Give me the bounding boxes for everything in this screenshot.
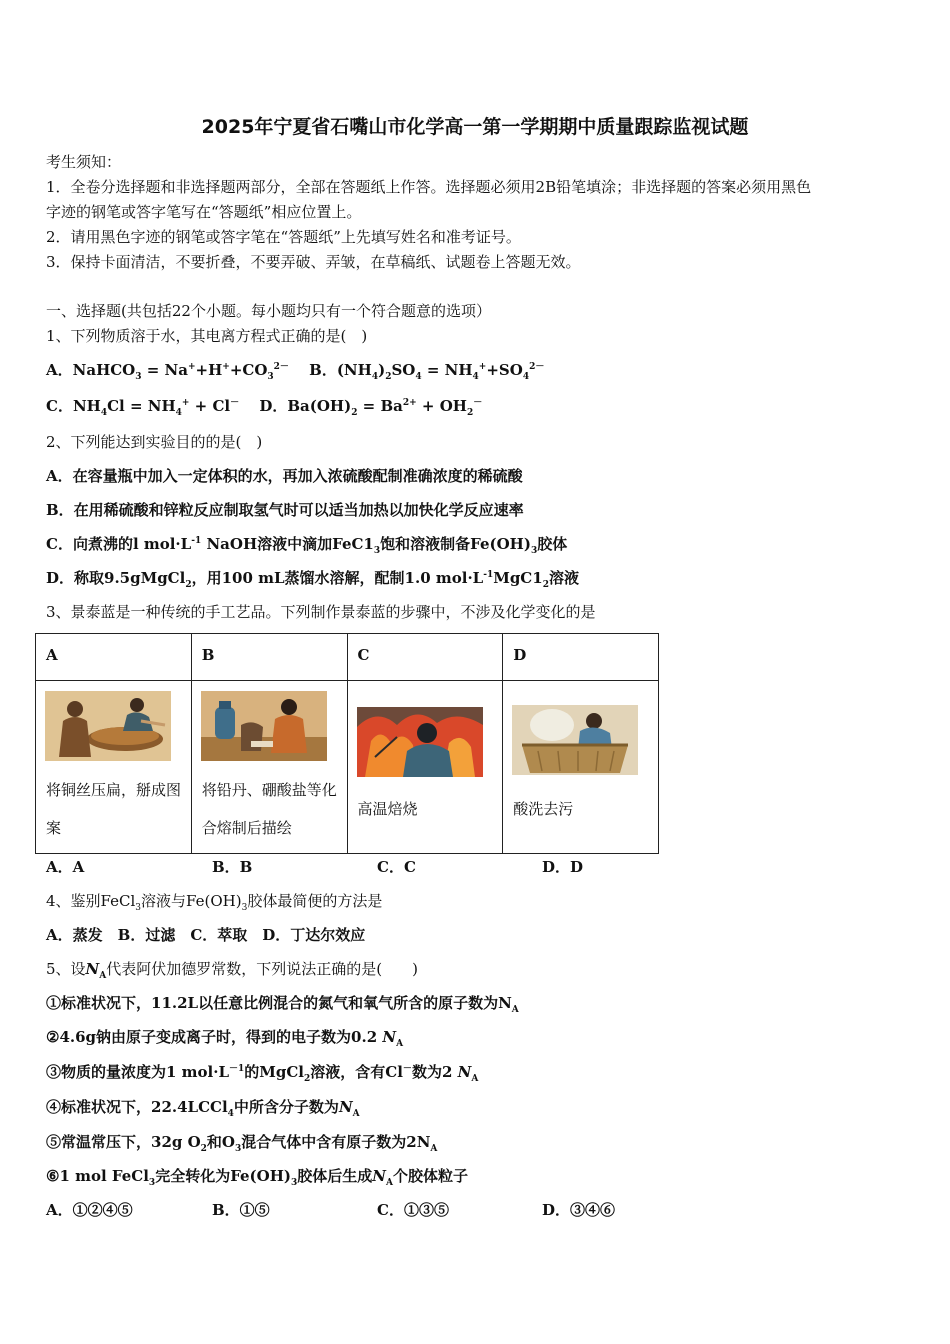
section-heading: 一、选择题(共包括22个小题。每小题均只有一个符合题意的选项）	[46, 302, 491, 320]
acid-wash-illustration	[512, 705, 638, 775]
q1-options-ab: A．NaHCO$_3$ = $Na^++H^++CO_3^{2-}$ B．$(NH_4)_2SO_4 = NH_4^++SO_4^{2-}$	[46, 361, 545, 382]
q2-option-c: C．向煮沸的l $mol\cdot L^{-1}$ NaOH溶液中滴加$FeC1_3$饱和溶液制备$Fe(OH)_3$胶体	[46, 535, 568, 556]
q3-option-d: D．D	[542, 858, 584, 876]
notice-item-2: 2．请用黑色字迹的钢笔或答字笔在“答题纸”上先填写姓名和准考证号。	[46, 228, 521, 246]
q5-statement-4: ④标准状况下，22.4LCCl$_4$中所含分子数为$N_A$	[46, 1098, 360, 1119]
notice-item-1: 1．全卷分选择题和非选择题两部分，全部在答题纸上作答。选择题必须用2B铅笔填涂；非选择题的答案必须用黑色	[46, 178, 812, 196]
q1-stem: 1、下列物质溶于水，其电离方程式正确的是( )	[46, 327, 368, 345]
q2-option-b: B．在用稀硫酸和锌粒反应制取氢气时可以适当加热以加快化学反应速率	[46, 501, 524, 519]
q3-caption-d: 酸洗去污	[513, 800, 574, 818]
q3-cell-c	[347, 681, 503, 854]
kiln-firing-illustration	[357, 707, 483, 777]
q5-statement-6: ⑥1 mol FeCl$_3$完全转化为$Fe(OH)_3$胶体后生成$N_A$个胶体粒子	[46, 1167, 468, 1188]
q5-option-a: A．①②④⑤	[46, 1201, 133, 1219]
q3-header-c: C	[347, 634, 503, 681]
q1-options-cd: C．$NH_4Cl = NH_4^+ + Cl^-$ D．$Ba(OH)_2 = Ba^{2+} + OH_2^-$	[46, 397, 483, 418]
q3-caption-c: 高温焙烧	[357, 800, 418, 818]
q3-option-b: B．B	[212, 858, 253, 876]
notice-header: 考生须知：	[46, 153, 122, 171]
q3-option-a: A．A	[46, 858, 85, 876]
q5-options	[46, 1200, 615, 1220]
notice-item-1-cont: 字迹的钢笔或答字笔写在“答题纸”相应位置上。	[46, 203, 362, 221]
q3-table	[35, 633, 659, 854]
q5-statement-1: ①标准状况下，11.2L以任意比例混合的氮气和氧气所含的原子数为$N_A$	[46, 994, 519, 1015]
enamel-painting-illustration	[201, 691, 327, 761]
q5-option-d: D．③④⑥	[542, 1201, 616, 1219]
q3-stem: 3、景泰蓝是一种传统的手工艺品。下列制作景泰蓝的步骤中，不涉及化学变化的是	[46, 603, 596, 621]
q5-option-c: C．①③⑤	[377, 1201, 449, 1219]
q5-statement-5: ⑤常温常压下，32g $O_2$和$O_3$混合气体中含有原子数为$2N_A$	[46, 1133, 438, 1154]
exam-title: 2025年宁夏省石嘴山市化学高一第一学期期中质量跟踪监视试题	[201, 116, 749, 138]
q3-options	[46, 857, 583, 877]
q3-cell-a	[36, 681, 192, 854]
q3-option-c: C．C	[377, 858, 416, 876]
copper-wire-illustration	[45, 691, 171, 761]
q3-header-b: B	[191, 634, 347, 681]
q2-option-d: D．称取9.5gMgCl$_2$，用100 mL蒸馏水溶解，配制1.0 $mol\cdot L^{-1}MgC1_2$溶液	[46, 569, 579, 590]
q2-option-a: A．在容量瓶中加入一定体积的水，再加入浓硫酸配制准确浓度的稀硫酸	[46, 467, 523, 485]
q3-caption-a: 将铜丝压扁，掰成图案	[46, 781, 182, 837]
q4-stem: 4、鉴别FeCl$_3$溶液与$Fe(OH)_3$胶体最简便的方法是	[46, 892, 383, 913]
q5-statement-2: ②4.6g钠由原子变成离子时，得到的电子数为0.2 $N_A$	[46, 1028, 404, 1049]
q2-stem: 2、下列能达到实验目的的是( )	[46, 433, 263, 451]
q5-statement-3: ③物质的量浓度为1 $mol\cdot L^{-1}$的MgCl$_2$溶液，含有Cl－数为2 $N_A$	[46, 1063, 479, 1084]
q3-header-d: D	[503, 634, 659, 681]
q5-option-b: B．①⑤	[212, 1201, 270, 1219]
q3-header-a: A	[36, 634, 192, 681]
q3-cell-b	[191, 681, 347, 854]
q5-stem: 5、设$N_A$代表阿伏加德罗常数，下列说法正确的是( )	[46, 960, 418, 981]
q3-cell-d	[503, 681, 659, 854]
q3-caption-b: 将铅丹、硼酸盐等化合熔制后描绘	[201, 781, 337, 837]
notice-item-3: 3．保持卡面清洁，不要折叠，不要弄破、弄皱，在草稿纸、试题卷上答题无效。	[46, 253, 581, 271]
q4-options: A．蒸发 B．过滤 C．萃取 D．丁达尔效应	[46, 926, 366, 944]
